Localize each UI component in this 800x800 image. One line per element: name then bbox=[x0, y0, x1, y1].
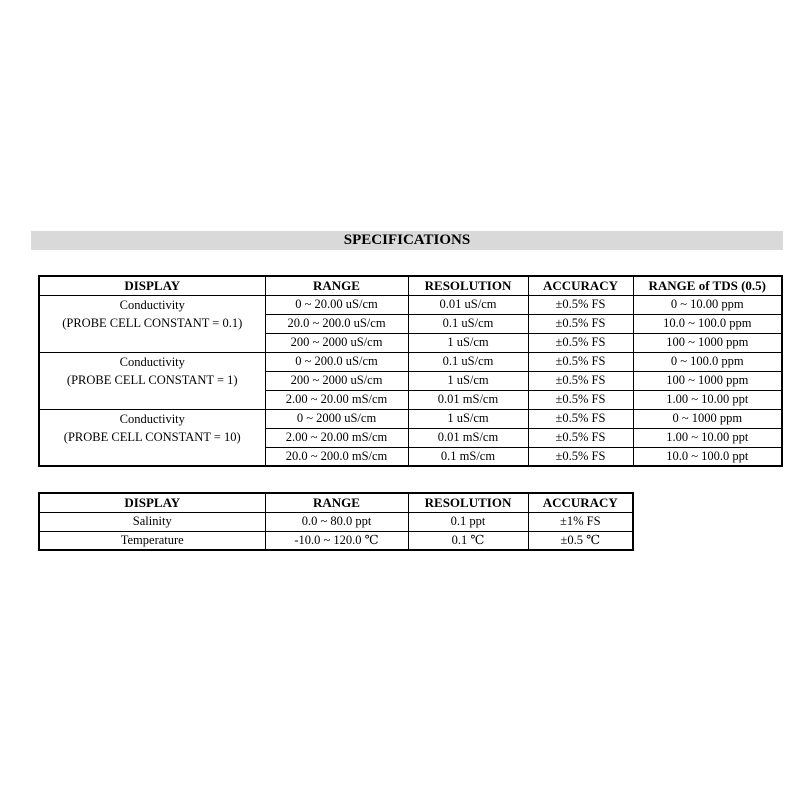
accuracy-cell: ±0.5% FS bbox=[528, 352, 633, 371]
tds-cell: 0 ~ 10.00 ppm bbox=[633, 295, 782, 314]
table-header-row bbox=[39, 276, 782, 295]
tds-cell: 1.00 ~ 10.00 ppt bbox=[633, 428, 782, 447]
resolution-cell: 1 uS/cm bbox=[408, 371, 528, 390]
accuracy-cell: ±0.5% FS bbox=[528, 428, 633, 447]
range-cell: -10.0 ~ 120.0 ℃ bbox=[265, 531, 408, 550]
resolution-cell: 0.1 mS/cm bbox=[408, 447, 528, 466]
resolution-cell: 1 uS/cm bbox=[408, 333, 528, 352]
cell-constant-label: (PROBE CELL CONSTANT = 0.1) bbox=[62, 315, 243, 330]
resolution-cell: 0.1 uS/cm bbox=[408, 352, 528, 371]
header-range: RANGE bbox=[265, 276, 408, 295]
table-header-row bbox=[39, 493, 633, 512]
resolution-cell: 0.1 ℃ bbox=[408, 531, 528, 550]
table-row bbox=[39, 352, 782, 371]
conductivity-spec-table bbox=[38, 275, 783, 467]
display-label: Conductivity bbox=[119, 411, 185, 426]
header-range: RANGE bbox=[265, 493, 408, 512]
range-cell: 200 ~ 2000 uS/cm bbox=[265, 333, 408, 352]
tds-cell: 0 ~ 100.0 ppm bbox=[633, 352, 782, 371]
accuracy-cell: ±0.5% FS bbox=[528, 314, 633, 333]
tds-cell: 10.0 ~ 100.0 ppm bbox=[633, 314, 782, 333]
resolution-cell: 0.1 uS/cm bbox=[408, 314, 528, 333]
header-accuracy: ACCURACY bbox=[528, 493, 633, 512]
accuracy-cell: ±0.5% FS bbox=[528, 295, 633, 314]
resolution-cell: 0.01 mS/cm bbox=[408, 428, 528, 447]
header-tds-range: RANGE of TDS (0.5) bbox=[633, 276, 782, 295]
tds-cell: 10.0 ~ 100.0 ppt bbox=[633, 447, 782, 466]
display-cell bbox=[39, 295, 265, 352]
table-row bbox=[39, 409, 782, 428]
header-resolution: RESOLUTION bbox=[408, 276, 528, 295]
accuracy-cell: ±0.5% FS bbox=[528, 409, 633, 428]
resolution-cell: 0.1 ppt bbox=[408, 512, 528, 531]
display-cell: Temperature bbox=[39, 531, 265, 550]
range-cell: 200 ~ 2000 uS/cm bbox=[265, 371, 408, 390]
resolution-cell: 1 uS/cm bbox=[408, 409, 528, 428]
range-cell: 0 ~ 2000 uS/cm bbox=[265, 409, 408, 428]
tds-cell: 100 ~ 1000 ppm bbox=[633, 333, 782, 352]
resolution-cell: 0.01 uS/cm bbox=[408, 295, 528, 314]
accuracy-cell: ±1% FS bbox=[528, 512, 633, 531]
accuracy-cell: ±0.5% FS bbox=[528, 390, 633, 409]
accuracy-cell: ±0.5% FS bbox=[528, 333, 633, 352]
range-cell: 0.0 ~ 80.0 ppt bbox=[265, 512, 408, 531]
table-row bbox=[39, 512, 633, 531]
table-row bbox=[39, 531, 633, 550]
header-resolution: RESOLUTION bbox=[408, 493, 528, 512]
tds-cell: 0 ~ 1000 ppm bbox=[633, 409, 782, 428]
tds-cell: 100 ~ 1000 ppm bbox=[633, 371, 782, 390]
display-label: Conductivity bbox=[119, 354, 185, 369]
accuracy-cell: ±0.5% FS bbox=[528, 447, 633, 466]
range-cell: 20.0 ~ 200.0 uS/cm bbox=[265, 314, 408, 333]
header-display: DISPLAY bbox=[39, 493, 265, 512]
salinity-temperature-spec-table bbox=[38, 492, 634, 551]
range-cell: 20.0 ~ 200.0 mS/cm bbox=[265, 447, 408, 466]
specifications-title: SPECIFICATIONS bbox=[31, 231, 783, 250]
range-cell: 0 ~ 20.00 uS/cm bbox=[265, 295, 408, 314]
accuracy-cell: ±0.5 ℃ bbox=[528, 531, 633, 550]
table-row bbox=[39, 295, 782, 314]
display-cell bbox=[39, 409, 265, 466]
tds-cell: 1.00 ~ 10.00 ppt bbox=[633, 390, 782, 409]
range-cell: 2.00 ~ 20.00 mS/cm bbox=[265, 390, 408, 409]
display-label: Conductivity bbox=[119, 297, 185, 312]
range-cell: 2.00 ~ 20.00 mS/cm bbox=[265, 428, 408, 447]
range-cell: 0 ~ 200.0 uS/cm bbox=[265, 352, 408, 371]
resolution-cell: 0.01 mS/cm bbox=[408, 390, 528, 409]
header-accuracy: ACCURACY bbox=[528, 276, 633, 295]
display-cell: Salinity bbox=[39, 512, 265, 531]
cell-constant-label: (PROBE CELL CONSTANT = 10) bbox=[63, 429, 241, 444]
cell-constant-label: (PROBE CELL CONSTANT = 1) bbox=[66, 372, 238, 387]
display-cell bbox=[39, 352, 265, 409]
accuracy-cell: ±0.5% FS bbox=[528, 371, 633, 390]
header-display: DISPLAY bbox=[39, 276, 265, 295]
